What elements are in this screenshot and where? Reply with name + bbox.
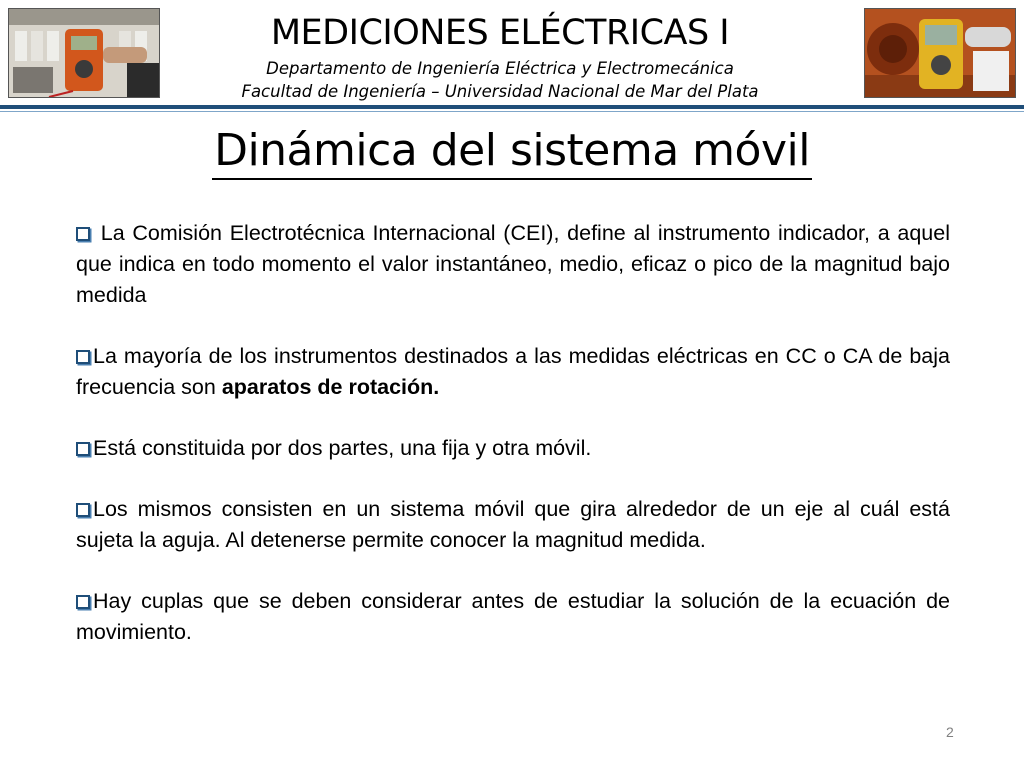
bullet-item — [76, 494, 950, 556]
bullet-bold-text: aparatos de rotación. — [221, 375, 440, 399]
bullet-item — [76, 586, 950, 648]
header-divider-thin — [0, 111, 1024, 112]
faculty-subtitle: Facultad de Ingeniería – Universidad Nacional de Mar del Plata — [241, 82, 759, 101]
checkbox-bullet-icon — [76, 442, 90, 456]
course-title: MEDICIONES ELÉCTRICAS I — [270, 13, 730, 53]
bullet-item — [76, 341, 950, 403]
department-subtitle: Departamento de Ingeniería Eléctrica y Electromecánica — [266, 59, 734, 78]
multimeter-photo-right — [865, 9, 1015, 97]
header-photo-right — [864, 8, 1016, 98]
bullet-text: Hay cuplas que se deben considerar antes de estudiar la solución de la ecuación de movimiento. — [76, 589, 950, 644]
slide-title-text: Dinámica del sistema móvil — [212, 125, 812, 180]
checkbox-bullet-icon — [76, 227, 90, 241]
bullet-list — [76, 218, 950, 678]
bullet-text: Los mismos consisten en un sistema móvil que gira alrededor de un eje al cuál está sujeta la aguja. Al detenerse permite conocer la magnitud medida. — [76, 497, 950, 552]
bullet-item — [76, 433, 950, 464]
header-divider — [0, 105, 1024, 109]
checkbox-bullet-icon — [76, 350, 90, 364]
checkbox-bullet-icon — [76, 503, 90, 517]
multimeter-photo-left — [9, 9, 159, 97]
bullet-item — [76, 218, 950, 311]
checkbox-bullet-icon — [76, 595, 90, 609]
bullet-text: La Comisión Electrotécnica Internacional (CEI), define al instrumento indicador, a aquel que indica en todo momento el valor instantáneo, medio, eficaz o pico de la magnitud bajo medida — [76, 221, 951, 307]
bullet-text: Está constituida por dos partes, una fija y otra móvil. — [93, 436, 592, 460]
page-number: 2 — [946, 724, 954, 740]
bullet-text: La mayoría de los instrumentos destinados a las medidas eléctricas en CC o CA de baja frecuencia son — [76, 344, 950, 399]
slide-title — [0, 124, 1024, 178]
header-photo-left — [8, 8, 160, 98]
